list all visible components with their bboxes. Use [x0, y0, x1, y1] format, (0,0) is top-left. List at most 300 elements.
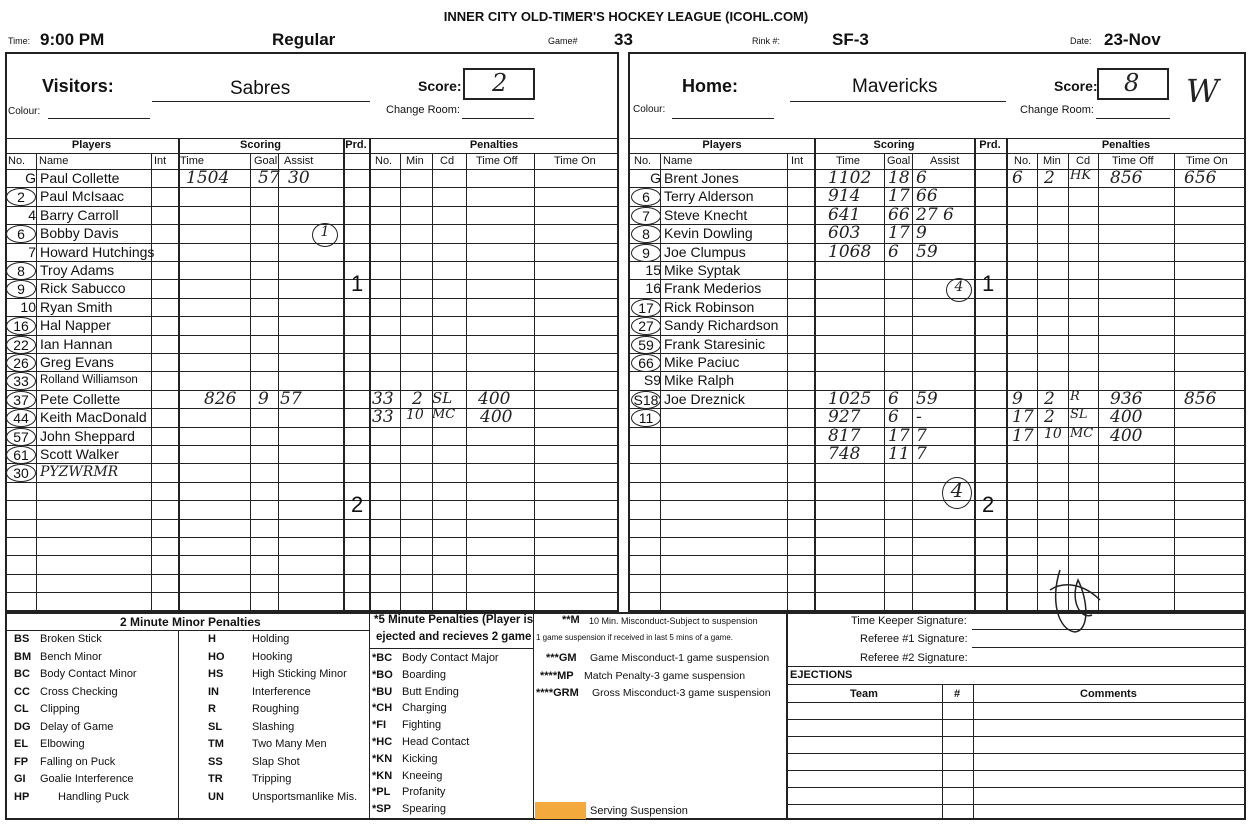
minor-penalty-code: BC: [14, 668, 30, 680]
minor-penalty-code: UN: [208, 790, 224, 803]
game-time: 9:00 PM: [40, 30, 105, 49]
home-row-line: [628, 445, 1246, 446]
visitors-col-cd: Cd: [440, 155, 455, 167]
minor-penalty-code: TR: [208, 773, 223, 785]
home-col-line-2: [814, 138, 816, 610]
major-penalty-code: *KN: [372, 752, 393, 765]
ejections-comments-header: Comments: [1080, 688, 1137, 700]
home-penalty-minutes: 2: [1044, 388, 1055, 409]
visitors-col-line-10: [534, 153, 535, 610]
home-goal-scorer: 6: [888, 241, 899, 262]
visitors-prd-group-header: Prd.: [345, 139, 367, 151]
home-penalty-time-off: 400: [1110, 425, 1143, 446]
home-header-mid-line: [628, 153, 1246, 154]
home-col-no: No.: [634, 155, 652, 167]
home-goal-time: 1068: [828, 241, 872, 262]
home-player-name: Sandy Richardson: [664, 317, 779, 334]
visitors-penalty-code: SL: [432, 388, 453, 407]
ejections-header-line: [787, 702, 1246, 703]
game-number: 33: [614, 30, 633, 49]
visitors-goal-time: 1504: [186, 168, 230, 188]
misc-penalty-code: ****MP: [540, 670, 574, 682]
visitors-player-name: Greg Evans: [40, 354, 114, 370]
home-col-time_off: Time Off: [1112, 155, 1154, 167]
visitors-col-no: No.: [375, 155, 393, 167]
visitors-col-line-5: [343, 138, 345, 610]
misc-penalty-code: ****GRM: [536, 687, 579, 699]
minor-penalty-code: EL: [14, 738, 29, 750]
rink: SF-3: [832, 30, 869, 49]
home-penalty-number: 9: [1012, 388, 1023, 409]
minor-penalty-desc: Handling Puck: [58, 790, 129, 803]
home-col-goal: Goal: [887, 155, 911, 167]
home-goal-assist: 59: [916, 388, 938, 409]
home-col-assist: Assist: [930, 155, 960, 167]
visitors-col-line-2: [178, 138, 180, 610]
home-goal-scorer: 17: [888, 223, 910, 244]
home-goal-assist: 59: [916, 241, 938, 262]
minor-penalty-desc: Unsportsmanlike Mis.: [252, 790, 358, 803]
visitors-player-name: PYZWRMR: [40, 464, 119, 481]
home-row-line: [628, 555, 1246, 556]
home-player-name: Frank Mederios: [664, 280, 762, 297]
visitors-player-number: 2: [6, 188, 36, 206]
home-prd-group-header: Prd.: [979, 139, 1001, 151]
legend-major-title-line: [369, 648, 534, 649]
home-goal-scorer: 11: [888, 444, 910, 464]
visitors-penalty-time-off: 400: [480, 407, 513, 428]
minor-penalties-title: 2 Minute Minor Penalties: [120, 615, 261, 629]
minor-penalty-desc: Body Contact Minor: [40, 668, 137, 680]
home-team-name: Mavericks: [852, 76, 938, 97]
major-penalty-desc: Kneeing: [402, 769, 443, 782]
home-player-number: 9: [631, 244, 661, 262]
home-col-int: Int: [791, 155, 804, 167]
home-penalty-minutes: 2: [1044, 168, 1055, 188]
misc-penalty-code: ***GM: [546, 652, 577, 664]
serving-suspension-label: Serving Suspension: [590, 805, 688, 817]
home-goal-time: 1102: [828, 168, 872, 188]
minor-penalty-code: CL: [14, 703, 29, 715]
home-result: W: [1186, 72, 1219, 110]
home-row-line: [628, 427, 1246, 428]
home-goal-time: 748: [828, 444, 861, 464]
home-penalty-time-on: 656: [1184, 168, 1217, 188]
minor-penalty-desc: Hooking: [252, 650, 293, 663]
major-penalty-desc: Charging: [402, 702, 447, 715]
major-penalties-title-2: ejected and recieves 2 game: [376, 631, 532, 643]
home-goal-scorer: 6: [888, 388, 899, 409]
visitors-player-number: 8: [6, 262, 36, 280]
referee2-signature-line: [787, 666, 1246, 667]
home-penalty-number: 17: [1012, 425, 1034, 446]
visitors-col-time: Time: [180, 155, 205, 167]
home-goal-time: 914: [828, 186, 861, 207]
visitors-col-goal: Goal: [254, 155, 278, 167]
home-col-line-8: [1068, 153, 1069, 610]
visitors-colour-line: [48, 118, 150, 119]
home-player-number: 7: [631, 207, 661, 225]
major-penalty-code: *CH: [372, 702, 393, 715]
visitors-players-group-header: Players: [71, 139, 112, 151]
home-player-name: Brent Jones: [664, 170, 739, 186]
minor-penalty-code: HO: [208, 650, 225, 663]
minor-penalty-desc: Delay of Game: [40, 720, 114, 733]
timekeeper-signature-label: Time Keeper Signature:: [851, 615, 967, 627]
home-goal-time: 603: [828, 223, 861, 244]
ejections-row-line: [787, 753, 1246, 754]
home-col-no: No.: [1014, 155, 1032, 167]
referee2-signature-label: Referee #2 Signature:: [860, 652, 968, 664]
visitors-player-name: Paul Collette: [40, 170, 120, 186]
home-penalties-group-header: Penalties: [1101, 139, 1151, 151]
home-row-line: [628, 482, 1246, 483]
visitors-player-number: 7: [28, 243, 36, 260]
visitors-player-number: 10: [20, 298, 36, 315]
visitors-label: Visitors:: [42, 76, 114, 96]
minor-penalty-code: GI: [14, 773, 26, 785]
visitors-scoring-group-header: Scoring: [240, 139, 281, 151]
visitors-shots-p1: 1: [312, 223, 338, 247]
home-score-label: Score:: [1054, 78, 1098, 94]
legend-divider-2: [533, 612, 534, 820]
league-title: INNER CITY OLD-TIMER'S HOCKEY LEAGUE (ICOHL.COM): [443, 9, 809, 24]
home-goal-scorer: 6: [888, 407, 899, 428]
ejections-title-line: [787, 684, 1246, 685]
home-player-name: Joe Clumpus: [664, 243, 746, 260]
home-player-number: S9: [643, 372, 661, 389]
home-row-line: [628, 592, 1246, 593]
major-penalty-code: *FI: [372, 719, 387, 732]
home-goal-assist: 7: [916, 444, 927, 464]
minor-penalty-code: BS: [14, 633, 30, 645]
visitors-player-number: G: [25, 170, 36, 186]
legend-minor-title-line: [5, 630, 370, 631]
visitors-player-name: Barry Carroll: [40, 206, 119, 223]
home-player-name: Mike Syptak: [664, 262, 741, 278]
legend-divider-1: [369, 612, 370, 820]
minor-penalty-code: R: [208, 703, 216, 715]
game-date: 23-Nov: [1104, 30, 1161, 49]
visitors-col-line-7: [400, 153, 401, 610]
major-penalty-desc: Fighting: [402, 719, 442, 732]
visitors-header-mid-line: [5, 153, 619, 154]
home-col-line-7: [1037, 153, 1038, 610]
major-penalty-code: *KN: [372, 769, 393, 782]
home-scoring-group-header: Scoring: [873, 139, 915, 151]
misc-penalty-desc: Game Misconduct-1 game suspension: [590, 652, 770, 664]
major-penalty-desc: Profanity: [402, 786, 446, 799]
minor-penalty-desc: Two Many Men: [252, 738, 327, 750]
home-shots-p2: 4: [942, 477, 972, 509]
home-goal-scorer: 17: [888, 425, 910, 446]
minor-penalty-desc: Cross Checking: [40, 685, 118, 698]
home-goal-assist: 66: [916, 186, 938, 207]
major-penalty-desc: Boarding: [402, 668, 447, 681]
home-penalty-code: MC: [1070, 425, 1094, 441]
minor-penalty-desc: Tripping: [252, 773, 292, 785]
ejections-row-line: [787, 787, 1246, 788]
time-label: Time:: [8, 36, 31, 46]
home-player-number: 27: [631, 317, 661, 335]
home-col-time: Time: [836, 155, 861, 167]
visitors-goal-scorer: 57: [258, 168, 280, 188]
home-row-line: [628, 500, 1246, 501]
visitors-team-underline: [152, 101, 370, 102]
minor-penalty-code: H: [208, 633, 216, 645]
visitors-colour-label: Colour:: [8, 106, 41, 117]
ejections-col-line-1: [942, 684, 943, 820]
home-score: 8: [1124, 69, 1140, 97]
minor-penalty-desc: Broken Stick: [40, 633, 102, 645]
home-col-name: Name: [663, 155, 693, 167]
home-penalty-number: 17: [1012, 407, 1034, 428]
major-penalty-desc: Head Contact: [402, 736, 470, 748]
visitors-col-line-8: [432, 153, 433, 610]
minor-penalty-code: CC: [14, 685, 30, 698]
game-number-label: Game#: [548, 36, 578, 46]
home-col-line-5: [974, 138, 976, 610]
visitors-row-line: [5, 500, 619, 501]
home-player-number: 59: [631, 336, 661, 354]
visitors-penalty-minutes: 10: [406, 407, 424, 424]
visitors-player-name: Scott Walker: [40, 446, 119, 462]
home-player-number: 8: [631, 225, 661, 243]
home-penalty-code: SL: [1070, 407, 1088, 423]
ejections-number-header: #: [954, 688, 961, 700]
home-penalty-time-off: 400: [1110, 407, 1143, 428]
minor-penalty-desc: High Sticking Minor: [252, 668, 347, 680]
visitors-row-line: [5, 537, 619, 538]
serving-suspension-swatch: [535, 802, 586, 819]
visitors-player-number: 30: [6, 464, 36, 482]
major-penalty-desc: Spearing: [402, 803, 447, 816]
visitors-player-number: 37: [6, 391, 36, 409]
visitors-change-room-line: [462, 118, 534, 119]
home-col-line-4: [912, 153, 913, 610]
visitors-player-name: John Sheppard: [40, 427, 135, 444]
visitors-col-int: Int: [154, 155, 167, 167]
visitors-col-assist: Assist: [284, 155, 314, 167]
home-shots-p1: 4: [946, 278, 972, 302]
minor-penalty-code: HP: [14, 790, 30, 803]
misc-penalty-desc: Match Penalty-3 game suspension: [584, 670, 746, 682]
major-penalty-code: *SP: [372, 803, 391, 816]
home-period-2-label: 2: [982, 491, 995, 517]
visitors-row-line: [5, 555, 619, 556]
minor-penalty-code: BM: [14, 650, 32, 663]
home-player-name: Kevin Dowling: [664, 225, 753, 242]
minor-penalty-desc: Falling on Puck: [40, 755, 116, 768]
home-row-line: [628, 537, 1246, 538]
visitors-score-label: Score:: [418, 78, 462, 94]
visitors-col-line-0: [36, 153, 37, 610]
home-col-line-10: [1174, 153, 1175, 610]
home-player-number: G: [650, 170, 661, 186]
visitors-player-number: 57: [6, 428, 36, 446]
visitors-player-number: 6: [6, 225, 36, 243]
minor-penalty-code: FP: [14, 755, 29, 768]
home-goal-time: 1025: [828, 388, 872, 409]
home-player-number: 6: [631, 188, 661, 206]
home-player-number: 66: [631, 354, 661, 372]
home-team-underline: [790, 101, 1006, 102]
major-penalty-code: *BU: [372, 685, 393, 698]
home-penalty-minutes: 2: [1044, 407, 1055, 428]
home-penalty-time-off: 856: [1110, 168, 1143, 188]
visitors-player-name: Bobby Davis: [40, 225, 119, 242]
home-player-name: Terry Alderson: [664, 188, 754, 205]
misc-m-note: 1 game suspension if received in last 5 mins of a game.: [536, 633, 733, 642]
home-player-number: S18: [631, 391, 661, 409]
minor-penalty-desc: Roughing: [252, 703, 300, 715]
home-goal-assist: 6: [916, 168, 927, 188]
ejections-row-line: [787, 770, 1246, 771]
visitors-change-room-label: Change Room:: [386, 104, 460, 116]
home-penalty-time-off: 936: [1110, 388, 1143, 409]
minor-penalty-code: TM: [208, 738, 224, 750]
visitors-player-number: 9: [6, 280, 36, 298]
visitors-col-line-9: [466, 153, 467, 610]
visitors-player-number: 26: [6, 354, 36, 372]
ejections-row-line: [787, 719, 1246, 720]
minor-penalty-desc: Slap Shot: [252, 755, 300, 768]
visitors-penalty-code: MC: [432, 407, 456, 423]
home-goal-scorer: 66: [888, 204, 910, 225]
home-row-line: [628, 574, 1246, 575]
visitors-row-line: [5, 592, 619, 593]
visitors-player-name: Keith MacDonald: [40, 409, 147, 426]
visitors-row-line: [5, 371, 619, 372]
home-col-line-6: [1006, 138, 1008, 610]
visitors-player-name: Rolland Williamson: [40, 374, 138, 387]
major-penalty-desc: Kicking: [402, 752, 438, 765]
visitors-col-no: No.: [8, 155, 26, 167]
visitors-penalty-number: 33: [372, 388, 394, 409]
major-penalties-title-1: *5 Minute Penalties (Player is: [374, 614, 534, 626]
home-change-room-label: Change Room:: [1020, 104, 1094, 116]
visitors-goal-assist: 30: [288, 168, 310, 188]
home-col-line-3: [884, 153, 885, 610]
home-goal-assist: 9: [916, 223, 927, 244]
visitors-player-number: 16: [6, 317, 36, 335]
referee1-signature-line: [972, 647, 1244, 648]
home-penalty-code: R: [1070, 388, 1080, 404]
legend-divider-minor: [178, 630, 179, 820]
visitors-penalty-time-off: 400: [478, 388, 511, 409]
game-type: Regular: [272, 30, 336, 49]
home-col-line-1: [787, 153, 788, 610]
visitors-player-number: 4: [28, 206, 36, 223]
visitors-player-number: 22: [6, 336, 36, 354]
misc-penalty-desc: Gross Misconduct-3 game suspension: [592, 687, 771, 699]
home-player-number: 16: [645, 280, 661, 297]
home-goal-assist: -: [916, 407, 922, 428]
visitors-player-name: Ryan Smith: [40, 298, 113, 315]
home-row-line: [628, 463, 1246, 464]
home-col-time_on: Time On: [1186, 155, 1228, 167]
visitors-penalties-group-header: Penalties: [469, 139, 519, 151]
home-goal-assist: 7: [916, 425, 927, 446]
referee-signature-scribble: [1030, 560, 1120, 645]
home-col-cd: Cd: [1076, 155, 1091, 167]
ejections-row-line: [787, 804, 1246, 805]
home-penalty-number: 6: [1012, 168, 1023, 188]
legend-divider-3: [786, 612, 788, 820]
home-player-name: Mike Ralph: [664, 372, 735, 389]
ejections-team-header: Team: [850, 688, 878, 700]
home-player-name: Mike Paciuc: [664, 354, 740, 370]
visitors-period-1-label: 1: [351, 271, 364, 296]
visitors-row-line: [5, 519, 619, 520]
minor-penalty-desc: Slashing: [252, 720, 295, 733]
visitors-penalty-number: 33: [372, 407, 394, 428]
home-player-name: Rick Robinson: [664, 298, 755, 315]
minor-penalty-desc: Holding: [252, 633, 290, 645]
minor-penalty-code: DG: [14, 720, 31, 733]
home-goal-time: 817: [828, 425, 861, 446]
minor-penalty-desc: Goalie Interference: [40, 773, 134, 785]
major-penalty-code: *HC: [372, 736, 393, 748]
home-player-number: 11: [631, 409, 661, 427]
referee1-signature-label: Referee #1 Signature:: [860, 633, 968, 645]
visitors-player-name: Hal Napper: [40, 317, 111, 334]
visitors-player-name: Rick Sabucco: [40, 280, 126, 297]
visitors-col-line-3: [250, 153, 251, 610]
minor-penalty-code: HS: [208, 668, 224, 680]
rink-label: Rink #:: [752, 36, 781, 46]
home-label: Home:: [682, 76, 739, 96]
visitors-col-line-4: [278, 153, 279, 610]
visitors-col-line-1: [151, 153, 152, 610]
home-goal-scorer: 17: [888, 186, 910, 207]
home-colour-line: [672, 118, 774, 119]
visitors-col-line-6: [369, 138, 371, 610]
visitors-period-2-label: 2: [351, 491, 364, 517]
home-goal-time: 927: [828, 407, 861, 428]
visitors-row-line: [5, 574, 619, 575]
home-row-line: [628, 519, 1246, 520]
home-goal-time: 641: [828, 204, 861, 225]
visitors-col-min: Min: [406, 155, 424, 167]
visitors-goal-assist: 57: [280, 388, 302, 409]
home-player-name: Frank Staresinic: [664, 335, 766, 352]
major-penalty-code: *PL: [372, 786, 391, 799]
home-goal-scorer: 18: [888, 168, 910, 188]
visitors-player-name: Pete Collette: [40, 390, 121, 407]
date-label: Date:: [1070, 36, 1092, 46]
visitors-player-name: Ian Hannan: [40, 335, 113, 352]
home-player-number: 17: [631, 299, 661, 317]
visitors-col-time_on: Time On: [554, 155, 596, 167]
misc-m-desc: 10 Min. Misconduct-Subject to suspension: [589, 616, 758, 626]
visitors-col-name: Name: [39, 155, 69, 167]
minor-penalty-desc: Bench Minor: [40, 650, 102, 663]
visitors-player-name: Paul McIsaac: [40, 188, 125, 205]
ejections-row-line: [787, 736, 1246, 737]
home-penalty-minutes: 10: [1044, 425, 1062, 442]
minor-penalty-code: SL: [208, 720, 223, 733]
home-change-room-line: [1096, 118, 1170, 119]
home-col-min: Min: [1043, 155, 1061, 167]
visitors-team-name: Sabres: [230, 78, 291, 99]
home-penalty-time-on: 856: [1184, 388, 1217, 409]
home-player-number: 15: [645, 262, 661, 278]
major-penalty-desc: Body Contact Major: [402, 652, 499, 664]
visitors-score: 2: [492, 69, 508, 97]
home-col-line-9: [1098, 153, 1099, 610]
visitors-player-name: Troy Adams: [40, 262, 115, 278]
